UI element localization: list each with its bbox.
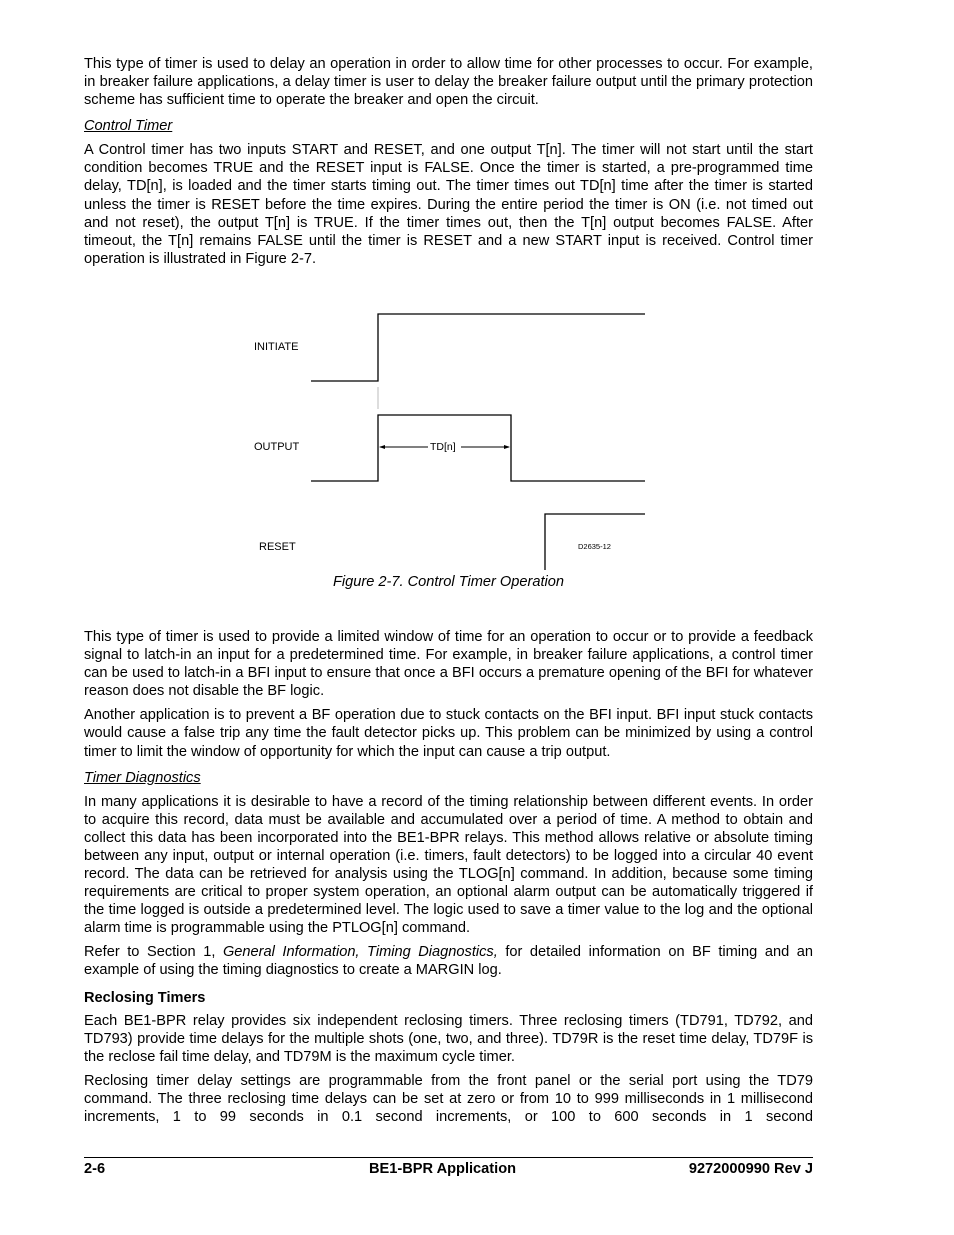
refer-text-italic: General Information, Timing Diagnostics, [222,944,498,961]
paragraph-reclosing-timers: Each BE1-BPR relay provides six independent reclosing timers. Three reclosing timers (TD791, TD792, and TD793) provide time delays for the multiple shots (one, two, and three). TD79R is the reset time delay, TD79F is the reclose fail time delay, and TD79M is the maximum cycle timer. [84,1012,813,1065]
control-timer-heading: Control Timer [84,118,173,135]
drawing-id: D2635-12 [578,541,611,551]
paragraph-stuck-contacts: Another application is to prevent a BF operation due to stuck contacts on the BFI input. BFI input stuck contacts would cause a false trip any time the fault detector picks up. This problem can be minimized by using a control timer to limit the window of opportunity for which the input can cause a trip output. [84,707,813,760]
timing-diagram [84,290,813,570]
output-waveform [311,415,645,481]
td-arrowhead-left [379,445,385,449]
paragraph-refer-section [84,943,813,979]
reclosing-timers-heading: Reclosing Timers [84,989,206,1006]
page-body [84,55,813,1132]
refer-text-c: for detailed information on BF timing and an example of using the timing diagnostics to create a MARGIN log. [84,944,813,979]
initiate-waveform [311,314,645,381]
paragraph-control-window: This type of timer is used to provide a limited window of time for an operation to occur or to provide a feedback signal to latch-in an input for a predetermined time. For example, in breaker failure applications, a control timer can be used to latch-in a BFI input to ensure that once a BFI occurs a premature opening of the BFI for whatever reason does not disable the BF logic. [84,628,813,700]
footer-doc-number: 9272000990 Rev J [688,1161,813,1177]
control-timer-figure [84,290,813,612]
td-label: TD[n] [430,440,456,453]
timer-diagnostics-heading: Timer Diagnostics [84,769,201,786]
td-arrowhead-right [504,445,510,449]
paragraph-timer-diagnostics: In many applications it is desirable to have a record of the timing relationship between different events. In order to acquire this record, data must be available and accumulated over a period of time. A method to obtain and collect this data has been incorporated into the BE1-BPR relays. This method allows relative or absolute timing between any input, output or internal operation (i.e. timers, fault detectors) to be logged into a circular 40 event record. The data can be retrieved for analysis using the TLOG[n] command. In addition, because some timing requirements are critical to proper system operation, an optional alarm output can be automatically triggered if the time logged is outside a predetermined level. The logic used to save a timer value to the log and the optional alarm time is programmable using the PTLOG[n] command. [84,793,813,937]
paragraph-control-timer: A Control timer has two inputs START and RESET, and one output T[n]. The timer will not start until the start condition becomes TRUE and the RESET input is FALSE. Once the timer is started, a pre-programmed time delay, TD[n], is loaded and the timer starts timing out. The timer times out TD[n] time after the timer is started unless the timer is RESET before the time expires. During the entire period the timer is ON (i.e. not timed out and not reset), the output T[n] is TRUE. If the timer times out, then the T[n] output becomes FALSE. After timeout, the T[n] remains FALSE until the timer is RESET and a new START input is received. Control timer operation is illustrated in Figure 2-7. [84,142,813,267]
footer-title: BE1-BPR Application [369,1161,517,1177]
page-footer [84,1157,813,1177]
footer-page-number: 2-6 [84,1161,106,1177]
paragraph-reclosing-delay: Reclosing timer delay settings are programmable from the front panel or the serial port using the TD79 command. The three reclosing time delays can be set at zero or from 10 to 999 milliseconds in 1 millisecond increments, 1 to 99 seconds in 0.1 second increments, or 100 to 600 seconds in 1 second [84,1072,813,1125]
figure-caption: Figure 2-7. Control Timer Operation [332,573,565,590]
reset-label: RESET [259,540,296,553]
refer-text-a: Refer to Section 1, [84,944,223,961]
paragraph-delay-timer: This type of timer is used to delay an operation in order to allow time for other processes to occur. For example, in breaker failure applications, a delay timer is user to delay the breaker failure output until the primary protection scheme has sufficient time to operate the breaker and open the circuit. [84,56,813,109]
output-label: OUTPUT [254,440,300,453]
initiate-label: INITIATE [254,340,299,353]
